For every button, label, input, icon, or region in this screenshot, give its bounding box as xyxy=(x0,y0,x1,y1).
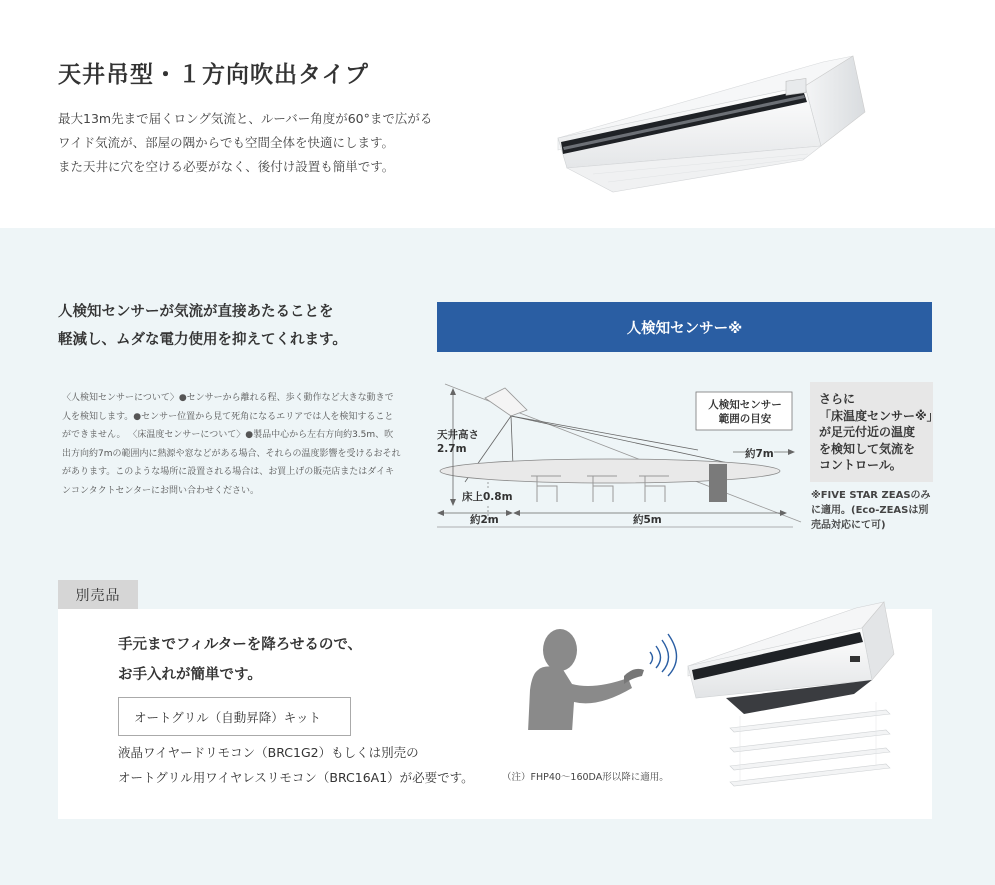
option-heading: 手元までフィルターを降ろせるので、 お手入れが簡単です。 xyxy=(118,637,363,683)
option-note: （注）FHP40～160DA形以降に適用。 xyxy=(502,772,669,783)
sensor-banner: 人検知センサー※ xyxy=(437,302,932,352)
auto-grill-unit-image xyxy=(686,598,896,788)
top-desc-line: 最大13m先まで届くロング気流と、ルーバー角度が60°まで広がる xyxy=(58,111,433,126)
top-desc-line: ワイド気流が、部屋の隅からでも空間全体を快適にします。 xyxy=(58,135,395,150)
floor-sensor-box: さらに 「床温度センサー※」 が足元付近の温度 を検知して気流を コントロール。 xyxy=(810,382,933,482)
person-with-remote-image xyxy=(526,620,696,730)
ceiling-height-label: 天井高さ 2.7m xyxy=(437,429,479,455)
page-title: 天井吊型・１方向吹出タイプ xyxy=(58,62,369,88)
top-desc-line: また天井に穴を空ける必要がなく、後付け設置も簡単です。 xyxy=(58,159,395,174)
auto-grill-kit-label: オートグリル（自動昇降）キット xyxy=(118,697,351,736)
detection-area xyxy=(440,459,780,483)
signal-waves-icon xyxy=(650,634,677,676)
diagram-unit xyxy=(485,388,527,416)
ceiling-unit-image xyxy=(553,50,868,200)
option-description: 液晶ワイヤードリモコン（BRC1G2）もしくは別売の オートグリル用ワイヤレスリモコン（BRC16A1）が必要です。 xyxy=(118,745,474,785)
dist-5m-label: 約5m xyxy=(633,514,662,526)
sensor-heading-line: 軽減し、ムダな電力使用を抑えてくれます。 xyxy=(58,332,347,348)
cabinet xyxy=(709,464,727,502)
dist-2m-label: 約2m xyxy=(470,514,499,526)
option-tag: 別売品 xyxy=(58,580,138,609)
range-label: 人検知センサー 範囲の目安 xyxy=(708,399,782,425)
sensor-heading xyxy=(58,298,347,354)
sensor-heading-line: 人検知センサーが気流が直接あたることを xyxy=(58,304,334,320)
floor-sensor-note: ※FIVE STAR ZEASのみ に適用。(Eco-ZEASは別 売品対応にて可) xyxy=(811,490,931,531)
dist-7m-label: 約7m xyxy=(745,448,774,460)
top-description xyxy=(58,107,498,179)
floor-height-label: 床上0.8m xyxy=(462,491,513,503)
sensor-notes: 〈人検知センサーについて〉●センサーから離れる程、歩く動作など大きな動きで人を検知します。●センサー位置から見て死角になるエリアでは人を検知することができません。 〈床温度センサーについて〉●製品中心から左右方向約3.5m、吹出方向約7mの範囲内に熱源や窓などがある場合、それらの温度影響を受けるおそれがあります。このような場所に設置される場合は、お買上げの販売店またはダイキンコンタクトセンターにお問い合わせください。 xyxy=(62,393,401,496)
